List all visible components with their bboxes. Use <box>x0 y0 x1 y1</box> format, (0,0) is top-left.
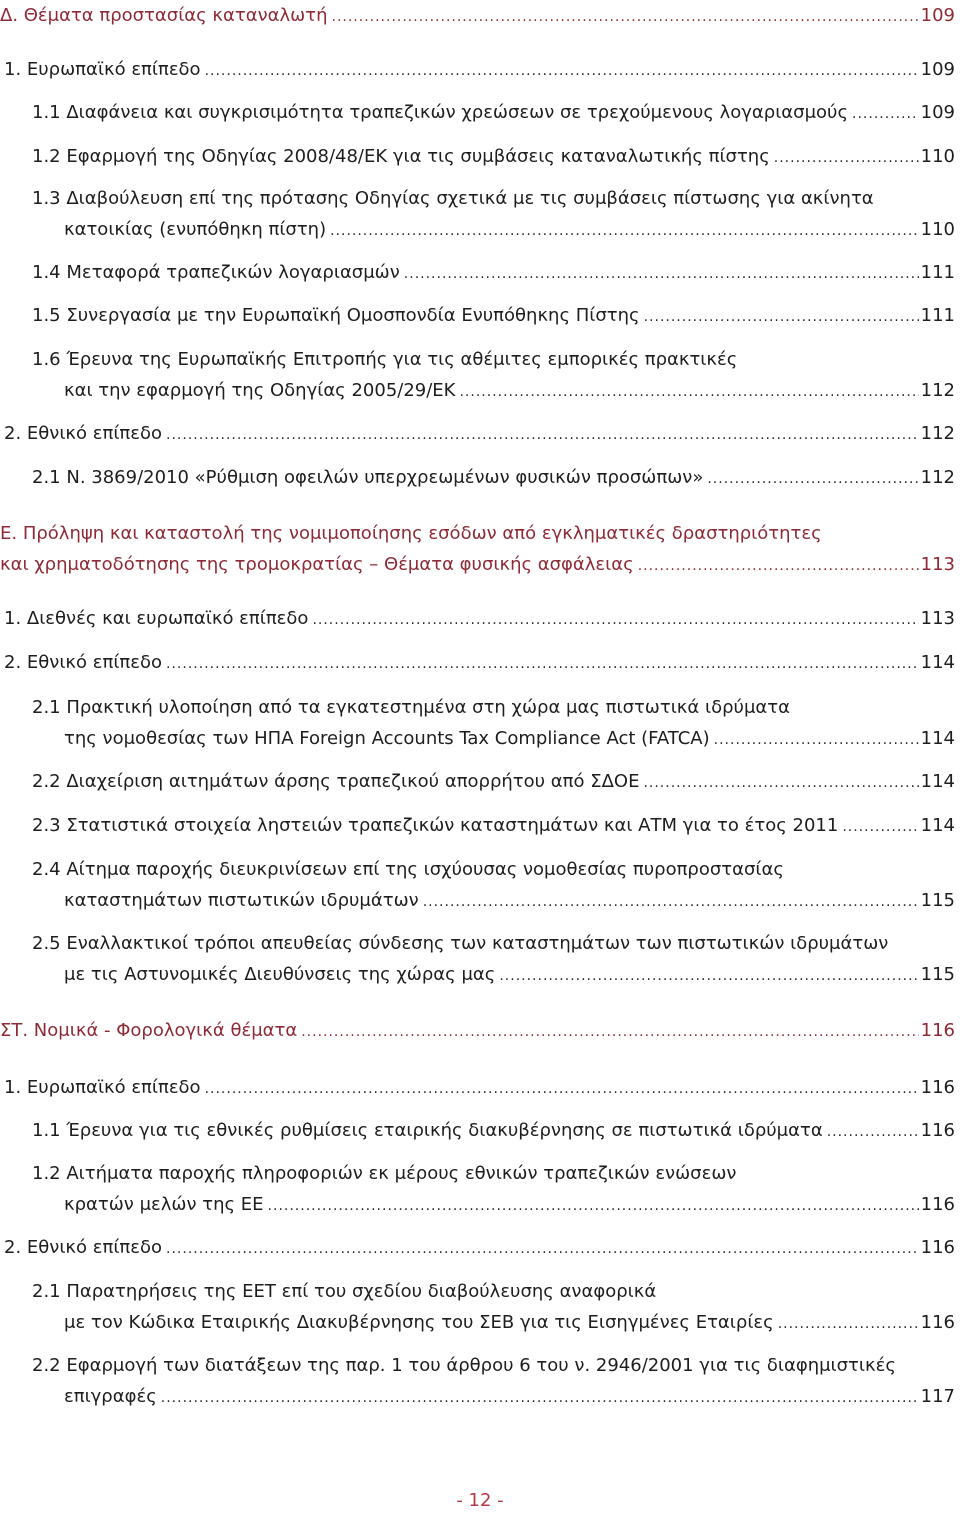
toc-page-number: 113 <box>920 554 955 575</box>
toc-entry-line <box>0 0 955 31</box>
toc-page-number: 113 <box>920 608 955 629</box>
toc-entry-title: 1.2 Εφαρμογή της Οδηγίας 2008/48/ΕΚ για τις συμβάσεις καταναλωτικής πίστης <box>32 146 770 167</box>
dot-leader <box>205 56 919 87</box>
toc-page-number: 112 <box>920 380 955 401</box>
toc-entry-title: κατοικίας (ενυπόθηκη πίστη) <box>64 219 327 240</box>
dot-leader <box>166 420 919 451</box>
toc-page-number: 109 <box>920 5 955 26</box>
toc-entry[interactable] <box>0 1015 955 1046</box>
toc-entry[interactable] <box>0 1158 955 1220</box>
toc-entry-line <box>0 1072 955 1103</box>
toc-page-number: 116 <box>920 1077 955 1098</box>
toc-entry[interactable] <box>0 257 955 288</box>
dot-leader <box>312 605 918 636</box>
toc-entry-line <box>0 1276 955 1307</box>
toc-entry[interactable] <box>0 1350 955 1412</box>
toc-entry-title: Ε. Πρόληψη και καταστολή της νομιμοποίησης εσόδων από εγκληματικές δραστηριότητες <box>0 523 822 544</box>
toc-entry-title: και χρηματοδότησης της τρομοκρατίας – Θέματα φυσικής ασφάλειας <box>0 554 634 575</box>
toc-entry[interactable] <box>0 1115 955 1146</box>
toc-page-number: 110 <box>920 146 955 167</box>
toc-entry-title: 2. Εθνικό επίπεδο <box>4 652 163 673</box>
toc-page-number: 117 <box>920 1386 955 1407</box>
toc-entry-title: με τις Αστυνομικές Διευθύνσεις της χώρας μας <box>64 964 496 985</box>
toc-entry[interactable] <box>0 54 955 85</box>
toc-entry-title: ΣΤ. Νομικά - Φορολογικά θέματα <box>0 1020 298 1041</box>
toc-entry-line <box>0 692 955 723</box>
toc-entry[interactable] <box>0 141 955 172</box>
toc-entry-line <box>0 647 955 678</box>
toc-entry-title: 1.3 Διαβούλευση επί της πρότασης Οδηγίας σχετικά με τις συμβάσεις πίστωσης για ακίνητα <box>32 188 874 209</box>
toc-entry-title: της νομοθεσίας των ΗΠΑ Foreign Accounts Tax Compliance Act (FATCA) <box>64 728 710 749</box>
dot-leader <box>459 377 918 408</box>
toc-entry[interactable] <box>0 300 955 331</box>
toc-entry-line <box>0 97 955 128</box>
toc-page-number: 112 <box>920 423 955 444</box>
dot-leader <box>499 961 918 992</box>
toc-entry-title: 2.3 Στατιστικά στοιχεία ληστειών τραπεζικών καταστημάτων και ΑΤΜ για το έτος 2011 <box>32 815 839 836</box>
toc-entry-line <box>0 257 955 288</box>
toc-entry-line <box>0 885 955 916</box>
dot-leader <box>852 99 919 130</box>
toc-entry-title: 2.1 Πρακτική υλοποίηση από τα εγκατεστημένα στη χώρα μας πιστωτικά ιδρύματα <box>32 697 790 718</box>
toc-entry-line <box>0 1189 955 1220</box>
toc-entry-line <box>0 344 955 375</box>
toc-entry-title: 1.2 Αιτήματα παροχής πληροφοριών εκ μέρους εθνικών τραπεζικών ενώσεων <box>32 1163 737 1184</box>
dot-leader <box>827 1117 919 1148</box>
toc-entry[interactable] <box>0 97 955 128</box>
toc-entry-title: 2. Εθνικό επίπεδο <box>4 1237 163 1258</box>
toc-entry-title: 1.6 Έρευνα της Ευρωπαϊκής Επιτροπής για τις αθέμιτες εμπορικές πρακτικές <box>32 349 738 370</box>
toc-entry-line <box>0 1015 955 1046</box>
toc-entry-line <box>0 603 955 634</box>
dot-leader <box>301 1017 918 1048</box>
dot-leader <box>842 812 918 843</box>
toc-entry[interactable] <box>0 0 955 31</box>
toc-page-number: 112 <box>920 467 955 488</box>
toc-entry-title: 1. Ευρωπαϊκό επίπεδο <box>4 59 201 80</box>
toc-page-number: 116 <box>920 1194 955 1215</box>
toc-entry[interactable] <box>0 854 955 916</box>
toc-entry[interactable] <box>0 692 955 754</box>
toc-entry-title: 1. Διεθνές και ευρωπαϊκό επίπεδο <box>4 608 309 629</box>
dot-leader <box>161 1383 919 1414</box>
dot-leader <box>423 887 919 918</box>
dot-leader <box>404 259 919 290</box>
dot-leader <box>707 464 918 495</box>
dot-leader <box>643 768 918 799</box>
toc-entry[interactable] <box>0 928 955 990</box>
page-number: - 12 - <box>456 1490 504 1511</box>
toc-entry-line <box>0 183 955 214</box>
dot-leader <box>714 725 919 756</box>
toc-entry-title: 1.1 Διαφάνεια και συγκρισιμότητα τραπεζικών χρεώσεων σε τρεχούμενους λογαριασμούς <box>32 102 849 123</box>
toc-page-number: 114 <box>920 815 955 836</box>
toc-entry[interactable] <box>0 1276 955 1338</box>
toc-entry[interactable] <box>0 518 955 580</box>
toc-entry-title: 2.2 Διαχείριση αιτημάτων άρσης τραπεζικού απορρήτου από ΣΔΟΕ <box>32 771 640 792</box>
toc-entry[interactable] <box>0 766 955 797</box>
toc-entry-line <box>0 462 955 493</box>
toc-entry[interactable] <box>0 1232 955 1263</box>
toc-entry-line <box>0 1115 955 1146</box>
dot-leader <box>774 143 919 174</box>
toc-entry-title: και την εφαρμογή της Οδηγίας 2005/29/ΕΚ <box>64 380 456 401</box>
toc-entry-line <box>0 959 955 990</box>
toc-entry[interactable] <box>0 183 955 245</box>
toc-entry-title: κρατών μελών της ΕΕ <box>64 1194 264 1215</box>
toc-entry-title: 1.1 Έρευνα για τις εθνικές ρυθμίσεις εταιρικής διακυβέρνησης σε πιστωτικά ιδρύματα <box>32 1120 823 1141</box>
toc-entry-line <box>0 1381 955 1412</box>
dot-leader <box>205 1074 919 1105</box>
toc-entry[interactable] <box>0 462 955 493</box>
toc-entry[interactable] <box>0 603 955 634</box>
toc-entry-title: επιγραφές <box>64 1386 157 1407</box>
toc-entry-title: 2.1 Παρατηρήσεις της ΕΕΤ επί του σχεδίου διαβούλευσης αναφορικά <box>32 1281 657 1302</box>
toc-page-number: 114 <box>920 652 955 673</box>
toc-entry-title: 1.4 Μεταφορά τραπεζικών λογαριασμών <box>32 262 400 283</box>
toc-page-number: 114 <box>920 771 955 792</box>
toc-entry[interactable] <box>0 647 955 678</box>
toc-page-number: 116 <box>920 1020 955 1041</box>
toc-entry-title: Δ. Θέματα προστασίας καταναλωτή <box>0 5 328 26</box>
dot-leader <box>166 649 919 680</box>
toc-entry-title: 2. Εθνικό επίπεδο <box>4 423 163 444</box>
toc-entry[interactable] <box>0 1072 955 1103</box>
toc-page-number: 109 <box>920 102 955 123</box>
toc-page-number: 111 <box>920 305 955 326</box>
toc-entry[interactable] <box>0 418 955 449</box>
toc-entry-title: 1.5 Συνεργασία με την Ευρωπαϊκή Ομοσπονδία Ενυπόθηκης Πίστης <box>32 305 640 326</box>
toc-entry-line <box>0 1350 955 1381</box>
toc-page-number: 115 <box>920 890 955 911</box>
dot-leader <box>166 1234 919 1265</box>
toc-entry-title: 2.2 Εφαρμογή των διατάξεων της παρ. 1 του άρθρου 6 του ν. 2946/2001 για τις διαφημιστικές <box>32 1355 896 1376</box>
toc-entry-title: 2.1 Ν. 3869/2010 «Ρύθμιση οφειλών υπερχρεωμένων φυσικών προσώπων» <box>32 467 704 488</box>
toc-entry-line <box>0 1158 955 1189</box>
toc-entry-title: 2.4 Αίτημα παροχής διευκρινίσεων επί της ισχύουσας νομοθεσίας πυροπροστασίας <box>32 859 784 880</box>
toc-entry-line <box>0 418 955 449</box>
toc-entry-line <box>0 723 955 754</box>
toc-entry-line <box>0 1307 955 1338</box>
toc-entry-line <box>0 810 955 841</box>
toc-page-number: 115 <box>920 964 955 985</box>
toc-page-number: 114 <box>920 728 955 749</box>
toc-entry-line <box>0 375 955 406</box>
toc-page-number: 116 <box>920 1312 955 1333</box>
toc-entry[interactable] <box>0 344 955 406</box>
toc-entry-line <box>0 214 955 245</box>
dot-leader <box>330 216 919 247</box>
dot-leader <box>638 551 919 582</box>
toc-entry-line <box>0 141 955 172</box>
toc-entry-line <box>0 854 955 885</box>
dot-leader <box>268 1191 919 1222</box>
toc-page-number: 116 <box>920 1237 955 1258</box>
toc-entry-line <box>0 549 955 580</box>
toc-entry-line <box>0 1232 955 1263</box>
toc-page-number: 116 <box>920 1120 955 1141</box>
toc-entry-line <box>0 928 955 959</box>
toc-entry-line <box>0 518 955 549</box>
toc-page-number: 110 <box>920 219 955 240</box>
toc-entry-title: 1. Ευρωπαϊκό επίπεδο <box>4 1077 201 1098</box>
toc-page-number: 111 <box>920 262 955 283</box>
dot-leader <box>778 1309 919 1340</box>
toc-entry[interactable] <box>0 810 955 841</box>
toc-entry-line <box>0 54 955 85</box>
toc-entry-title: 2.5 Εναλλακτικοί τρόποι απευθείας σύνδεσης των καταστημάτων των πιστωτικών ιδρυμάτων <box>32 933 889 954</box>
dot-leader <box>332 2 919 33</box>
toc-entry-line <box>0 300 955 331</box>
toc-page-number: 109 <box>920 59 955 80</box>
toc-entry-title: με τον Κώδικα Εταιρικής Διακυβέρνησης του ΣΕΒ για τις Εισηγμένες Εταιρίες <box>64 1312 774 1333</box>
toc-entry-title: καταστημάτων πιστωτικών ιδρυμάτων <box>64 890 419 911</box>
toc-entry-line <box>0 766 955 797</box>
dot-leader <box>644 302 919 333</box>
